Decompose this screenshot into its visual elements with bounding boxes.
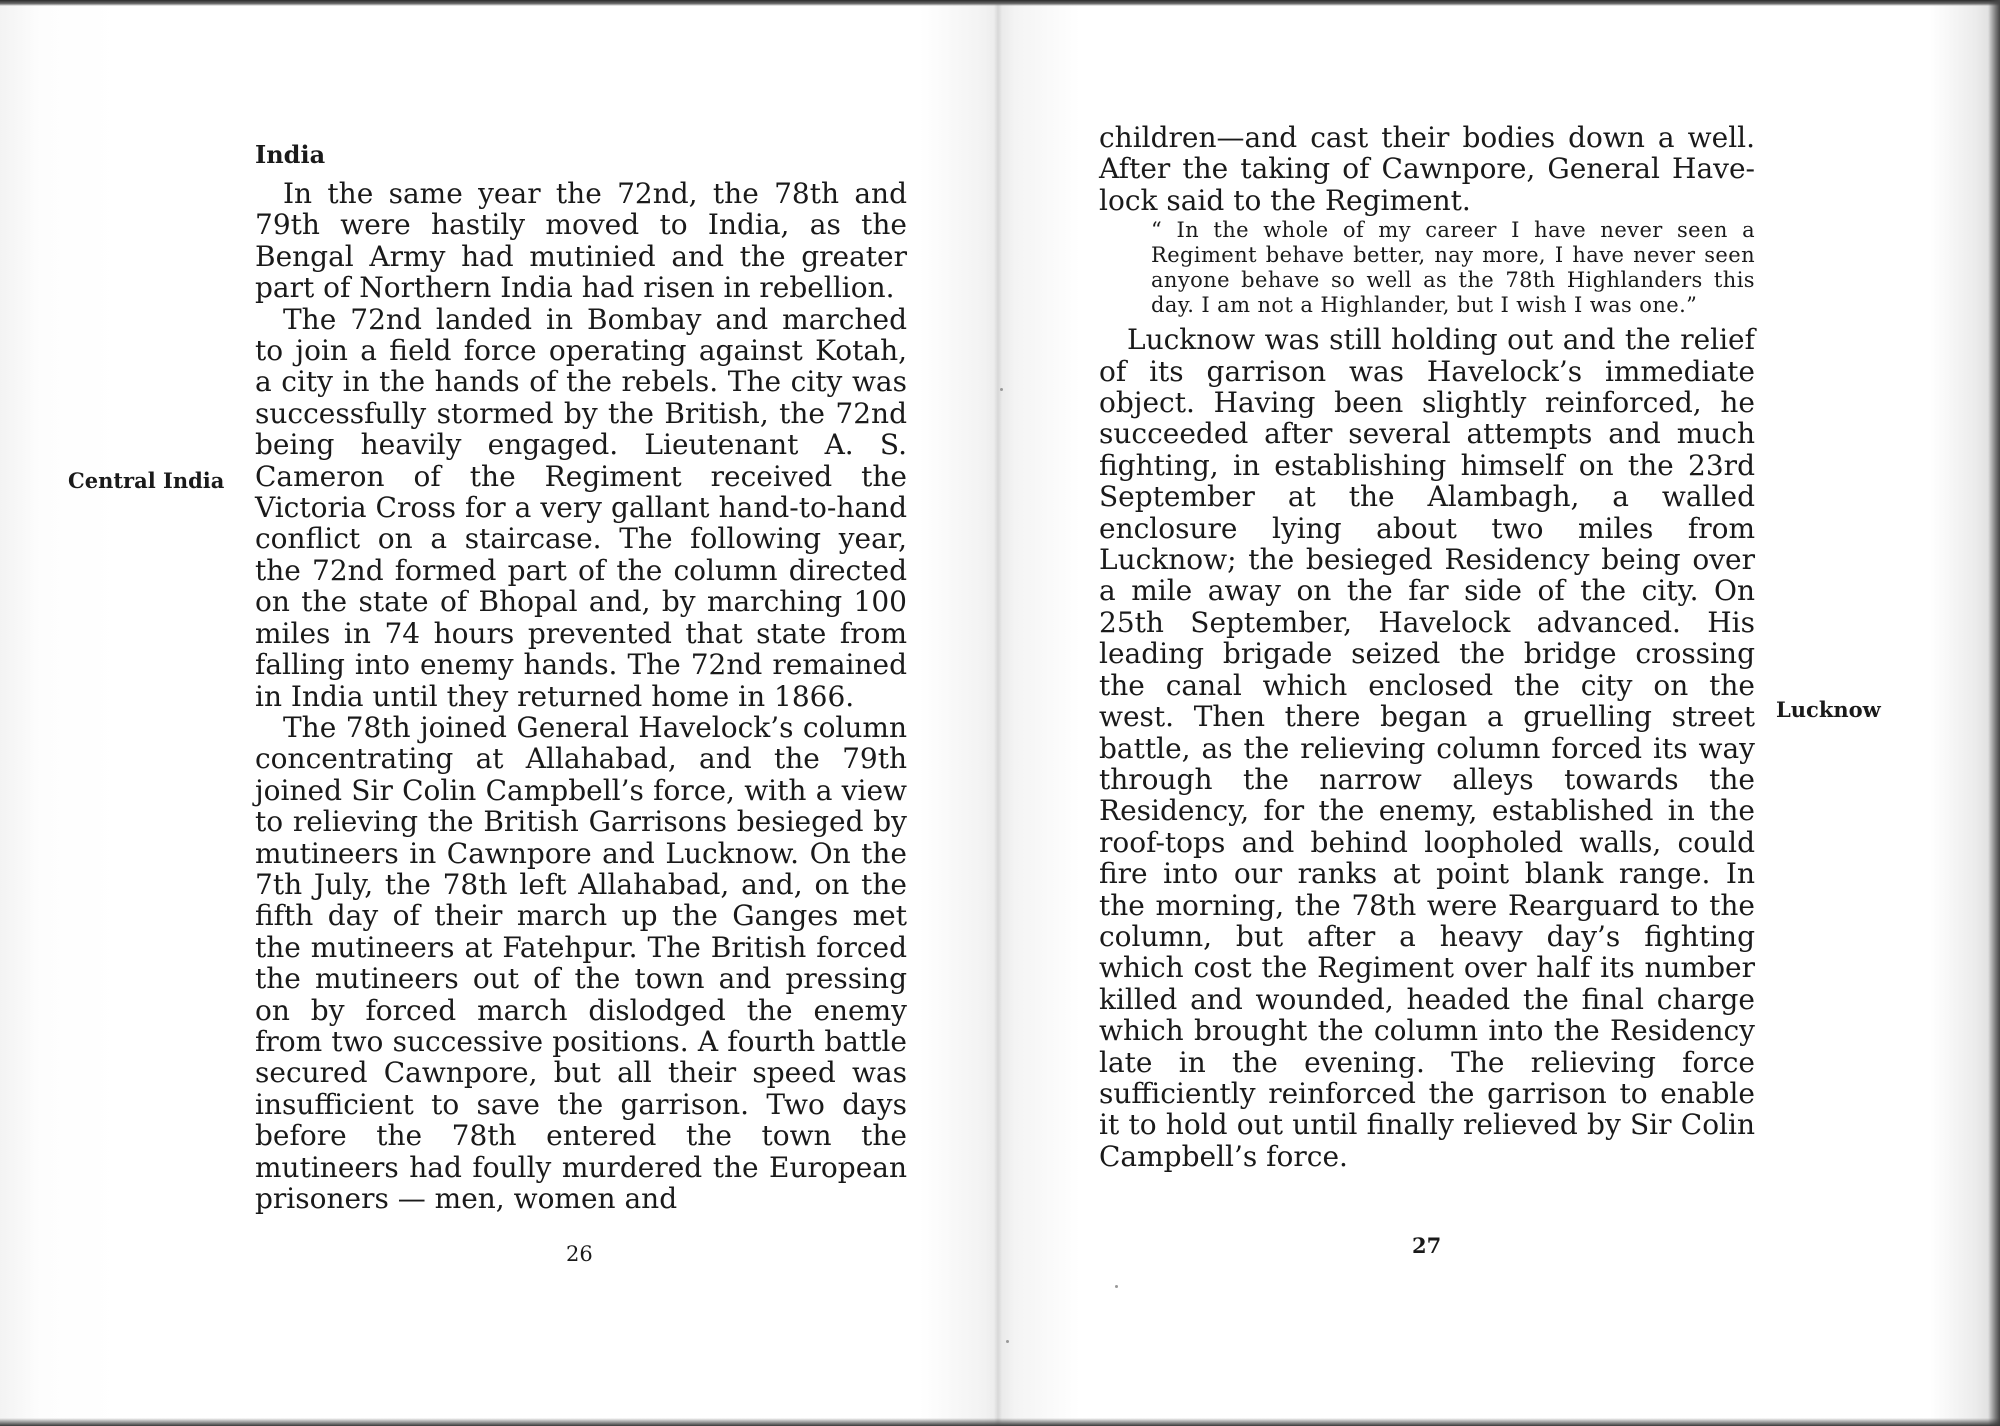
- paper-speck: [1000, 388, 1003, 391]
- right-page: [1099, 122, 1755, 1172]
- paragraph-2: The 72nd landed in Bombay and marched to join a field force operating against Kotah, a city in the hands of the rebels. The city was successfully stormed by the British, the 72nd being heavily engaged. Lieutenant A. S. Cameron of the Regiment received the Victoria Cross for a very gallant hand-to-hand conflict on a staircase. The following year, the 72nd formed part of the column directed on the state of Bhopal and, by marching 100 miles in 74 hours prevented that state from falling into enemy hands. The 72nd remained in India until they returned home in 1866.: [255, 302, 907, 713]
- havelock-quote: “ In the whole of my career I have never seen a Regiment behave better, nay more, I have never seen anyone behave so well as the 78th Highlanders this day. I am not a Highlander, but I wish I was one.”: [1151, 218, 1755, 318]
- book-gutter: [994, 0, 1002, 1426]
- right-edge: [1988, 0, 2000, 1426]
- page-number-left: 26: [566, 1242, 593, 1266]
- left-page: [255, 140, 907, 1214]
- paragraph-3: The 78th joined General Havelock’s column concentrating at Allahabad, and the 79th joined Sir Colin Campbell’s force, with a view to relieving the British Garrisons besieged by mutineers in Cawnpore and Lucknow. On the 7th July, the 78th left Allahabad, and, on the fifth day of their march up the Ganges met the mutineers at Fatehpur. The British forced the mutineers out of the town and pressing on by forced march dislodged the enemy from two successive positions. A fourth battle secured Cawnpore, but all their speed was insufficient to save the garrison. Two days before the 78th entered the town the mutineers had foully murdered the European prisoners — men, women and: [255, 710, 907, 1215]
- margin-note-lucknow: Lucknow: [1776, 697, 1881, 722]
- paragraph-1: In the same year the 72nd, the 78th and 79th were hastily moved to India, as the Bengal Army had mutinied and the greater part of Northern India had risen in rebellion.: [255, 177, 907, 305]
- lucknow-paragraph: Lucknow was still holding out and the relief of its garrison was Havelock’s immediate object. Having been slightly reinforced, he succeeded after several attempts and much fighting, in establishing himself on the 23rd September at the Alambagh, a walled enclosure lying about two miles from Lucknow; the besieged Residency being over a mile away on the far side of the city. On 25th September, Havelock advanced. His leading brigade seized the bridge crossing the canal which enclosed the city on the west. Then there began a gruelling street battle, as the relieving column forced its way through the narrow alleys towards the Residency, for the enemy, established in the roof-tops and behind loopholed walls, could fire into our ranks at point blank range. In the morning, the 78th were Rearguard to the column, but after a heavy day’s fighting which cost the Regiment over half its number killed and wounded, headed the final charge which brought the column into the Residency late in the evening. The relieving force sufficiently reinforced the garrison to enable it to hold out until finally relieved by Sir Colin Campbell’s force.: [1099, 323, 1755, 1173]
- paper-speck: [1115, 1285, 1118, 1288]
- paper-speck: [1006, 1340, 1009, 1343]
- top-edge: [0, 0, 2000, 6]
- continuation-paragraph: children—and cast their bodies down a well. After the taking of Cawnpore, General Havelock said to the Regiment.: [1099, 121, 1755, 217]
- section-heading: India: [255, 140, 326, 169]
- page-number-right: 27: [1412, 1233, 1442, 1258]
- bottom-edge: [0, 1418, 2000, 1426]
- margin-note-central-india: Central India: [68, 468, 225, 493]
